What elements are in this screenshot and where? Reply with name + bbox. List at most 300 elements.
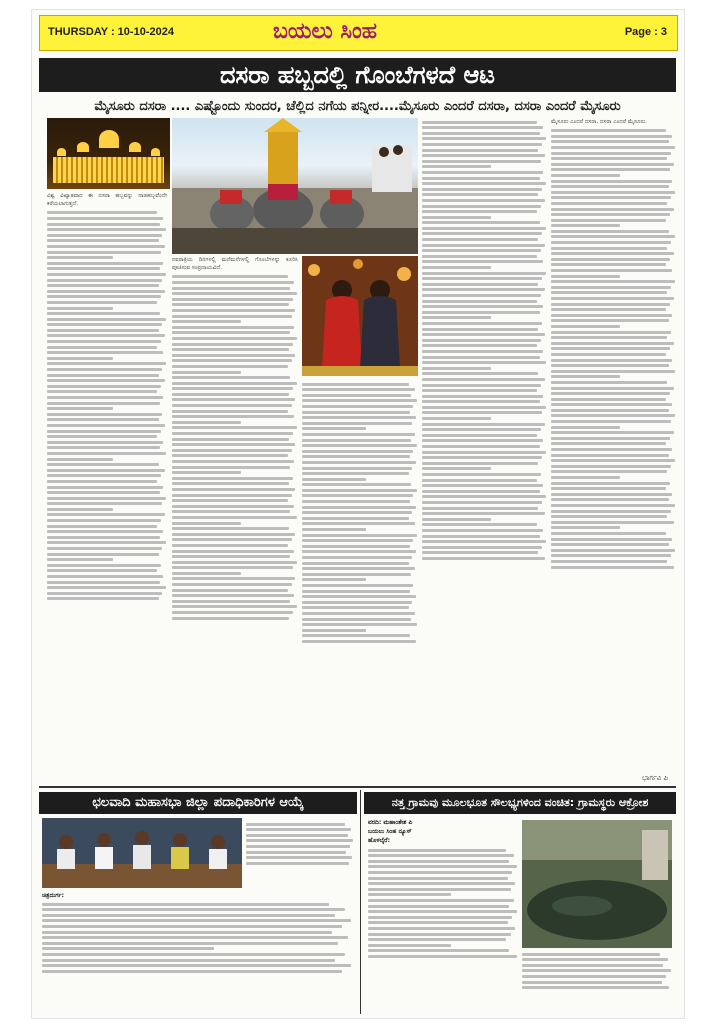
text-line <box>42 942 338 945</box>
text-line <box>551 152 671 155</box>
text-line <box>551 308 666 311</box>
text-line <box>47 211 157 214</box>
text-line <box>551 560 667 563</box>
text-line <box>47 558 113 561</box>
text-line <box>47 513 165 516</box>
text-line <box>172 331 290 334</box>
text-line <box>422 339 541 342</box>
text-line <box>47 307 113 310</box>
text-line <box>551 566 674 569</box>
text-line <box>47 430 161 433</box>
text-line <box>246 845 350 848</box>
text-line <box>551 409 669 412</box>
text-line <box>551 454 669 457</box>
text-line <box>551 140 669 143</box>
text-line <box>302 634 410 637</box>
text-line <box>172 510 290 513</box>
article-text-lines <box>47 211 167 600</box>
column-divider <box>360 790 361 1014</box>
text-line <box>422 467 491 470</box>
text-line <box>246 823 345 826</box>
text-line <box>551 442 666 445</box>
text-line <box>422 160 541 163</box>
text-line <box>172 577 295 580</box>
text-line <box>422 249 541 252</box>
text-line <box>47 351 163 354</box>
text-line <box>551 180 672 183</box>
text-line <box>422 165 491 168</box>
article-byline: ಭಾರ್ಗವಿ ಪಿ <box>642 774 668 782</box>
text-line <box>172 298 293 301</box>
text-line <box>246 839 353 842</box>
newspaper-page <box>32 10 684 1018</box>
article-column-1 <box>47 192 167 772</box>
text-line <box>551 196 671 199</box>
text-line <box>302 461 416 464</box>
text-line <box>422 177 540 180</box>
text-line <box>302 383 409 386</box>
text-line <box>422 518 491 521</box>
text-line <box>422 182 546 185</box>
text-line <box>551 202 667 205</box>
bottom-left-side-column <box>246 820 354 886</box>
text-line <box>422 126 543 129</box>
text-line <box>302 528 366 531</box>
text-line <box>172 538 292 541</box>
text-line <box>422 283 538 286</box>
text-line <box>302 556 412 559</box>
text-line <box>422 188 542 191</box>
text-line <box>551 247 667 250</box>
text-line <box>42 914 335 917</box>
text-line <box>522 986 669 989</box>
section-divider <box>39 786 676 788</box>
text-line <box>522 981 662 984</box>
text-line <box>422 462 538 465</box>
text-line <box>172 303 289 306</box>
text-line <box>246 856 352 859</box>
text-line <box>422 490 540 493</box>
text-line <box>551 252 674 255</box>
text-line <box>368 877 508 880</box>
bottom-right-body <box>368 846 518 1014</box>
text-line <box>47 536 160 539</box>
article-paragraph: ನವರಾತ್ರಿಯ ದಿನಗಳಲ್ಲಿ ಮನೆಮನೆಗಳಲ್ಲಿ ಗೊಂಬೆಗಳನ್ನು ಕೂರಿಸಿ ಪೂಜಿಸುವ ಸಂಪ್ರದಾಯವಿದೆ. <box>172 257 298 272</box>
text-line <box>47 486 163 489</box>
text-line <box>368 871 512 874</box>
text-line <box>422 361 546 364</box>
text-line <box>551 532 666 535</box>
article-text-lines <box>551 129 676 568</box>
text-line <box>302 534 417 537</box>
text-line <box>368 893 451 896</box>
text-line <box>302 629 366 632</box>
jamboo-savari-photo <box>172 118 418 254</box>
text-line <box>302 595 416 598</box>
bottom-right-body-2 <box>522 950 672 1014</box>
text-line <box>422 171 543 174</box>
text-line <box>47 362 166 365</box>
text-line <box>42 919 351 922</box>
text-line <box>302 567 415 570</box>
text-line <box>551 208 674 211</box>
text-line <box>422 434 537 437</box>
text-line <box>47 541 166 544</box>
text-line <box>172 516 297 519</box>
text-line <box>42 903 329 906</box>
text-line <box>551 303 670 306</box>
text-line <box>47 407 113 410</box>
text-line <box>368 882 515 885</box>
text-line <box>522 964 663 967</box>
village-pond-photo <box>522 820 672 948</box>
text-line <box>302 640 416 643</box>
text-line <box>47 323 162 326</box>
text-line <box>302 500 410 503</box>
palace-photo <box>47 118 170 189</box>
text-line <box>422 507 538 510</box>
text-line <box>551 359 672 362</box>
text-line <box>302 433 415 436</box>
text-line <box>172 583 292 586</box>
text-line <box>47 390 157 393</box>
text-line <box>47 474 161 477</box>
text-line <box>302 439 411 442</box>
text-line <box>422 143 542 146</box>
text-line <box>302 450 413 453</box>
text-line <box>47 575 163 578</box>
text-line <box>246 834 348 837</box>
text-line <box>551 219 666 222</box>
text-line <box>422 484 543 487</box>
text-line <box>422 266 491 269</box>
text-line <box>551 448 672 451</box>
text-line <box>551 526 620 529</box>
text-line <box>422 523 537 526</box>
text-line <box>172 292 297 295</box>
reporter-credit: ವರದಿ: ಮಹಾಂತೇಶ ಪಿ <box>368 819 413 826</box>
article-text-lines <box>42 903 354 973</box>
text-line <box>422 557 545 560</box>
text-line <box>551 230 669 233</box>
text-line <box>422 322 542 325</box>
text-line <box>47 290 165 293</box>
text-line <box>172 359 292 362</box>
text-line <box>302 550 416 553</box>
article-text-lines <box>246 823 354 865</box>
text-line <box>172 589 288 592</box>
text-line <box>422 535 540 538</box>
text-line <box>47 379 165 382</box>
text-line <box>422 205 541 208</box>
text-line <box>302 478 366 481</box>
text-line <box>368 888 511 891</box>
text-line <box>368 860 509 863</box>
text-line <box>422 255 537 258</box>
news-source: ಬಯಲು ಸಿಂಹ ನ್ಯೂಸ್ <box>368 828 412 835</box>
text-line <box>302 427 366 430</box>
text-line <box>172 494 292 497</box>
text-line <box>172 365 288 368</box>
text-line <box>172 499 288 502</box>
text-line <box>172 421 241 424</box>
text-line <box>302 494 413 497</box>
text-line <box>47 234 162 237</box>
text-line <box>422 445 540 448</box>
text-line <box>551 135 672 138</box>
text-line <box>551 336 667 339</box>
text-line <box>42 947 214 950</box>
text-line <box>551 353 666 356</box>
text-line <box>172 343 293 346</box>
text-line <box>551 364 669 367</box>
text-line <box>302 573 411 576</box>
text-line <box>551 549 675 552</box>
text-line <box>172 550 294 553</box>
text-line <box>551 319 669 322</box>
text-line <box>302 539 413 542</box>
text-line <box>422 495 546 498</box>
text-line <box>47 239 159 242</box>
text-line <box>246 862 349 865</box>
text-line <box>422 328 538 331</box>
text-line <box>172 348 289 351</box>
text-line <box>172 309 295 312</box>
text-line <box>551 347 670 350</box>
text-line <box>422 473 541 476</box>
lead-subheadline: ಮೈಸೂರು ದಸರಾ .... ಎಷ್ಟೊಂದು ಸುಂದರ, ಚೆಲ್ಲಿದ ನಗೆಯ ಪನ್ನೀರ....ಮೈಸೂರು ಎಂದರೆ ದಸರಾ, ದಸರಾ ಎಂದರೆ ಮೈಸೂರು <box>94 99 621 114</box>
text-line <box>551 275 620 278</box>
text-line <box>422 367 491 370</box>
text-line <box>551 476 620 479</box>
text-line <box>551 258 670 261</box>
text-line <box>302 416 416 419</box>
text-line <box>302 590 410 593</box>
text-line <box>172 477 293 480</box>
text-line <box>551 387 674 390</box>
text-line <box>368 938 506 941</box>
text-line <box>551 398 666 401</box>
text-line <box>246 851 346 854</box>
text-line <box>172 320 241 323</box>
text-line <box>47 217 163 220</box>
text-line <box>47 413 162 416</box>
text-line <box>551 213 670 216</box>
text-line <box>302 467 412 470</box>
text-line <box>47 312 160 315</box>
text-line <box>551 493 672 496</box>
text-line <box>551 224 620 227</box>
text-line <box>47 597 159 600</box>
text-line <box>47 318 166 321</box>
text-line <box>422 512 545 515</box>
text-line <box>172 432 293 435</box>
text-line <box>47 463 159 466</box>
text-line <box>551 487 666 490</box>
text-line <box>172 566 293 569</box>
text-line <box>172 600 290 603</box>
text-line <box>551 538 672 541</box>
bottom-right-dateline: ಹೊಳಲ್ಕೆರೆ: <box>368 837 390 844</box>
text-line <box>302 506 416 509</box>
text-line <box>422 154 545 157</box>
text-line <box>302 584 413 587</box>
text-line <box>551 470 667 473</box>
text-line <box>551 297 674 300</box>
text-line <box>551 185 669 188</box>
text-line <box>172 281 294 284</box>
text-line <box>422 439 543 442</box>
text-line <box>302 444 417 447</box>
text-line <box>47 452 166 455</box>
text-line <box>422 406 546 409</box>
text-line <box>302 606 409 609</box>
text-line <box>551 280 675 283</box>
text-line <box>172 337 297 340</box>
article-text-lines <box>522 953 672 990</box>
text-line <box>422 378 545 381</box>
text-line <box>368 916 512 919</box>
text-line <box>422 244 545 247</box>
text-line <box>551 157 667 160</box>
article-column-5 <box>551 118 676 770</box>
text-line <box>47 374 159 377</box>
text-line <box>172 471 241 474</box>
text-line <box>47 530 163 533</box>
text-line <box>551 498 669 501</box>
text-line <box>172 617 289 620</box>
text-line <box>551 325 620 328</box>
text-line <box>47 295 161 298</box>
text-line <box>172 438 289 441</box>
text-line <box>422 395 543 398</box>
text-line <box>422 132 540 135</box>
text-line <box>422 121 537 124</box>
text-line <box>551 291 667 294</box>
text-line <box>422 199 545 202</box>
text-line <box>42 953 345 956</box>
article-paragraph: ಮೈಸೂರು ಎಂದರೆ ದಸರಾ, ದಸರಾ ಎಂದರೆ ಮೈಸೂರು. <box>551 119 648 125</box>
text-line <box>302 517 409 520</box>
text-line <box>47 581 160 584</box>
text-line <box>422 272 546 275</box>
text-line <box>172 505 294 508</box>
text-line <box>368 944 451 947</box>
text-line <box>422 479 537 482</box>
text-line <box>422 529 543 532</box>
text-line <box>551 286 671 289</box>
text-line <box>551 403 672 406</box>
text-line <box>422 238 538 241</box>
text-line <box>551 426 620 429</box>
text-line <box>47 267 160 270</box>
text-line <box>422 344 537 347</box>
text-line <box>47 368 162 371</box>
text-line <box>172 488 295 491</box>
text-line <box>422 221 540 224</box>
text-line <box>522 975 666 978</box>
article-text-lines <box>302 383 418 643</box>
text-line <box>422 546 542 549</box>
text-line <box>47 223 160 226</box>
text-line <box>422 551 538 554</box>
text-line <box>422 216 491 219</box>
text-line <box>47 480 157 483</box>
text-line <box>422 316 491 319</box>
text-line <box>42 931 332 934</box>
text-line <box>422 294 541 297</box>
text-line <box>422 451 546 454</box>
text-line <box>47 569 157 572</box>
text-line <box>302 388 415 391</box>
text-line <box>422 423 545 426</box>
text-line <box>172 415 294 418</box>
text-line <box>47 586 166 589</box>
text-line <box>302 399 417 402</box>
text-line <box>368 854 514 857</box>
text-line <box>47 329 159 332</box>
text-line <box>47 357 113 360</box>
text-line <box>47 553 159 556</box>
text-line <box>172 533 295 536</box>
text-line <box>47 334 165 337</box>
text-line <box>302 601 412 604</box>
article-text-lines <box>368 849 518 958</box>
text-line <box>302 562 409 565</box>
text-line <box>551 504 675 507</box>
text-line <box>422 417 491 420</box>
text-line <box>302 483 411 486</box>
text-line <box>551 515 667 518</box>
text-line <box>422 193 538 196</box>
text-line <box>368 899 514 902</box>
text-line <box>47 424 165 427</box>
text-line <box>172 387 293 390</box>
text-line <box>47 519 161 522</box>
text-line <box>551 381 667 384</box>
text-line <box>172 544 288 547</box>
text-line <box>551 163 674 166</box>
text-line <box>422 232 542 235</box>
text-line <box>551 437 670 440</box>
text-line <box>422 356 540 359</box>
text-line <box>47 525 157 528</box>
text-line <box>302 394 411 397</box>
text-line <box>551 459 675 462</box>
text-line <box>47 592 162 595</box>
text-line <box>302 405 413 408</box>
text-line <box>551 414 675 417</box>
bottom-left-dateline: ಚಿತ್ರದುರ್ಗ: <box>42 892 65 899</box>
text-line <box>422 137 546 140</box>
text-line <box>302 623 417 626</box>
text-line <box>172 443 295 446</box>
text-line <box>551 174 620 177</box>
text-line <box>47 418 159 421</box>
text-line <box>302 522 415 525</box>
text-line <box>47 251 161 254</box>
text-line <box>47 346 157 349</box>
text-line <box>42 925 342 928</box>
text-line <box>172 426 297 429</box>
text-line <box>172 454 288 457</box>
text-line <box>47 262 163 265</box>
text-line <box>302 455 410 458</box>
lead-headline: ದಸರಾ ಹಬ್ಬದಲ್ಲಿ ಗೊಂಬೆಗಳದೆ ಆಟ <box>39 58 676 92</box>
text-line <box>172 354 295 357</box>
article-column-3 <box>302 380 418 772</box>
text-line <box>422 501 542 504</box>
